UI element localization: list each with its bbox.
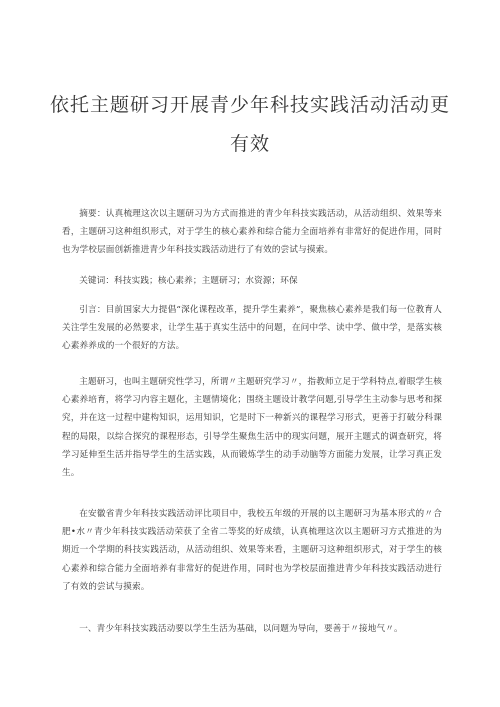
document-title-line-1: 依托主题研习开展青少年科技实践活动活动更 bbox=[49, 94, 450, 116]
section-one-heading: 一、青少年科技实践活动要以学生生活为基础，以问题为导向，要善于〃接地气〃。 bbox=[79, 624, 403, 634]
abstract-paragraph: 摘要：认真梳理这次以主题研习为方式而推进的青少年科技实践活动，从活动组织、效果等来看，主题研习这种组织形式，对于学生的核心素养和综合能力全面培养有非常好的促进作用，同时也为学校层面创新推进青少年科技实践活动进行了有效的尝试与摸索。 bbox=[62, 209, 442, 256]
document-title-line-2: 有效 bbox=[229, 133, 270, 155]
topic-study-paragraph: 主题研习，也叫主题研究性学习，所谓〃主题研究学习〃，指教师立足于学科特点,着眼学生核心素养培育，将学习内容主题化，主题情境化；围绕主题设计教学问题,引导学生主动参与思考和探究，并在这一过程中建构知识，运用知识，它是时下一种新兴的课程学习形式，更善于打破分科课程的局限，以综合探究的课程形态，引导学生聚焦生活中的现实问题，展开主题式的调查研究，将学习延伸至生活并指导学生的生活实践，从而锻炼学生的动手动脑等方面能力发展，让学习真正发生。 bbox=[62, 377, 442, 479]
anhui-activity-paragraph: 在安徽省青少年科技实践活动评比项目中，我校五年级的开展的以主题研习为基本形式的〃合肥•水〃青少年科技实践活动荣获了全省二等奖的好成绩，认真梳理这次以主题研习方式推进的为期近一个学期的科技实践活动，从活动组织、效果等来看，主题研习这种组织形式，对于学生的核心素养和综合能力全面培养有非常好的促进作用，同时也为学校层面推进青少年科技实践活动进行了有效的尝试与摸索。 bbox=[62, 509, 442, 592]
introduction-paragraph: 引言：目前国家大力提倡“深化课程改革，提升学生素养”，聚焦核心素养是我们每一位教育人关注学生发展的必然要求，让学生基于真实生活中的问题，在问中学、读中学、做中学，是落实核心素养养成的一个很好的方法。 bbox=[62, 305, 442, 352]
keywords-paragraph: 关键词：科技实践；核心素养；主题研习；水资源；环保 bbox=[79, 276, 298, 286]
